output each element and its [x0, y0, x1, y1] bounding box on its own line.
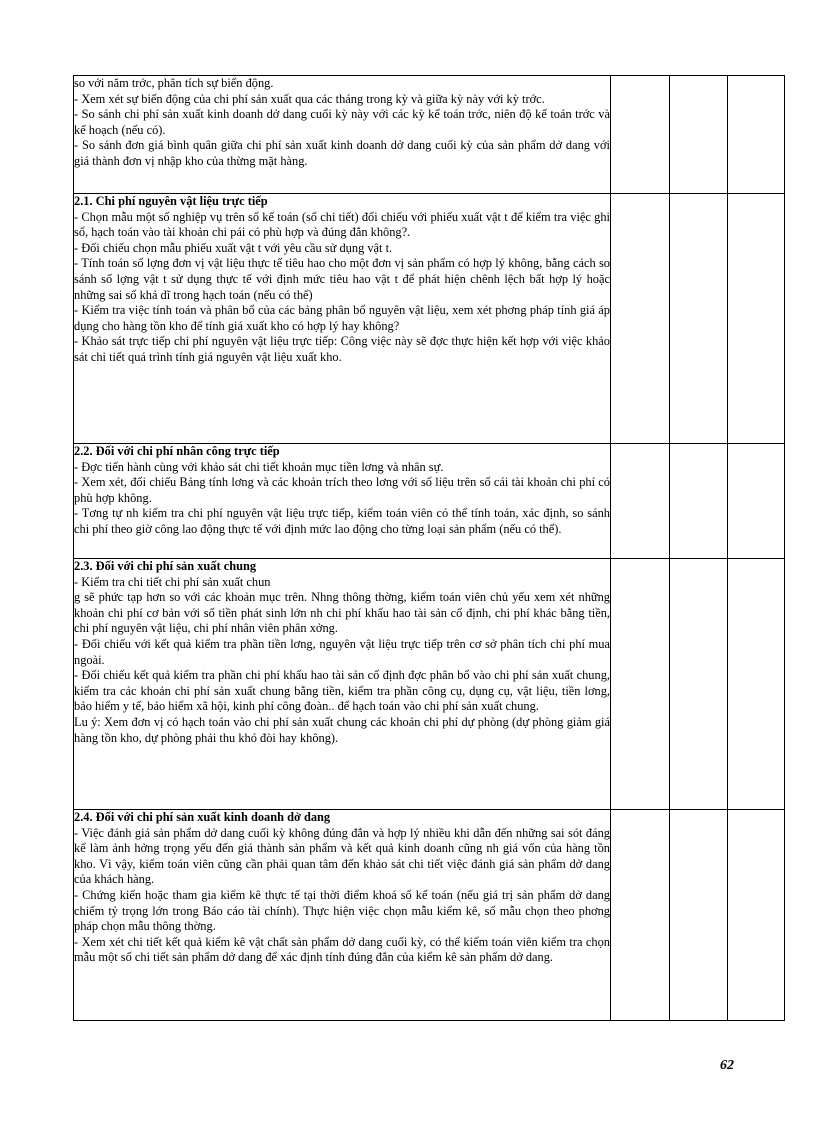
list-item: - Đối chiếu chọn mẫu phiếu xuất vật t với yêu cầu sử dụng vật t. [74, 240, 393, 255]
row-content [74, 810, 611, 1021]
list-item: - Chứng kiến hoặc tham gia kiểm kê thực tế tại thời điểm khoá sổ kế toán (nếu giá trị sản phẩm dở dang chiếm tỷ trọng lớn trong Báo cáo tài chính). Thực hiện việc chọn mẫu kiểm kê, số mẫu chọn theo phơng pháp chọn mẫu thông thờng. [74, 887, 610, 934]
row-content [74, 194, 611, 444]
list-item: so với năm trớc, phân tích sự biến động. [74, 76, 274, 90]
empty-cell [728, 444, 785, 559]
empty-cell [728, 559, 785, 810]
row-content [74, 444, 611, 559]
section-title: 2.1. Chi phí nguyên vật liệu trực tiếp [74, 194, 268, 208]
list-item: - Kiểm tra việc tính toán và phân bổ của các bảng phân bổ nguyên vật liệu, xem xét phơng pháp tính giá áp dụng cho hàng tồn kho để tính giá xuất kho có hợp lý hay không? [74, 303, 610, 333]
empty-cell [611, 559, 670, 810]
row-content [74, 559, 611, 810]
list-item: - Xem xét, đối chiếu Bảng tính lơng và các khoản trích theo lơng với sổ liệu trên sổ cái tài khoản chi phí có phù hợp không. [74, 475, 610, 505]
list-item: - Xem xét sự biến động của chi phí sản xuất qua các tháng trong kỳ và giữa kỳ này với kỳ trớc. [74, 91, 545, 106]
empty-cell [670, 559, 728, 810]
procedures-table [73, 75, 785, 1021]
list-item: - So sánh đơn giá bình quân giữa chi phí sản xuất kinh doanh dở dang cuối kỳ của sản phẩm dở dang với giá thành đơn vị nhập kho của thừng mặt hàng. [74, 138, 610, 168]
empty-cell [728, 194, 785, 444]
list-item: - So sánh chi phí sản xuất kinh doanh dở dang cuối kỳ này với các kỳ kế toán trớc, niên độ kế toán trớc và kế hoạch (nếu có). [74, 107, 610, 137]
list-item: - Đợc tiến hành cùng với khảo sát chi tiết khoản mục tiền lơng và nhân sự. [74, 459, 444, 474]
list-item: - Đối chiếu với kết quả kiểm tra phần tiền lơng, nguyên vật liệu trực tiếp trên cơ sở phân tích chi phí mua ngoài. [74, 636, 610, 667]
empty-cell [611, 76, 670, 194]
empty-cell [670, 810, 728, 1021]
empty-cell [670, 76, 728, 194]
empty-cell [670, 194, 728, 444]
list-item: Lu ý: Xem đơn vị có hạch toán vào chi phí sản xuất chung các khoản chi phí dự phòng (dự phòng giảm giá hàng tồn kho, dự phòng phải thu khó đòi hay không). [74, 714, 610, 745]
page-number: 62 [720, 1058, 734, 1073]
list-item: - Chọn mẫu một số nghiệp vụ trên sổ kế toán (sổ chi tiết) đối chiếu với phiếu xuất vật t để kiểm tra việc ghi sổ, hạch toán vào tài khoản chi pái có phù hợp và đúng đắn không?. [74, 209, 610, 240]
empty-cell [611, 810, 670, 1021]
list-item: g sẽ phức tạp hơn so với các khoản mục trên. Nhng thông thờng, kiểm toán viên chủ yếu xem xét những khoản chi phí cơ bản với số tiền phát sinh lớn nh chi phí khấu hao tài sản cố định, chi phí khác bằng tiền, chi phí nguyên vật liệu, chi phí nhân viên phân xởng. [74, 590, 610, 636]
list-item: - Đối chiếu kết quả kiểm tra phần chi phí khấu hao tài sản cố định đợc phân bổ vào chi phí sản xuất chung, kiểm tra các khoản chi phí sản xuất chung bằng tiền, kiểm tra phần công cụ, dụng cụ, vật liệu, tiền lơng, bảo hiểm y tế, bảo hiểm xã hội, kinh phí công đoàn.. để hạch toán vào chi phí sản xuất chung. [74, 668, 610, 714]
empty-cell [611, 444, 670, 559]
empty-cell [728, 76, 785, 194]
section-title: 2.2. Đối với chi phí nhân công trực tiếp [74, 444, 280, 458]
list-item: - Việc đánh giá sản phẩm dở dang cuối kỳ không đúng đắn và hợp lý nhiều khi dẫn đến những sai sót đáng kể làm ảnh hởng trọng yếu đến giá thành sản phẩm và kết quả kinh doanh cũng nh giá vốn của hàng tồn kho. Vì vậy, kiểm toán viên cũng cần phải quan tâm đến khảo sát chi tiết việc đánh giá sản phẩm dở dang của khách hàng. [74, 825, 610, 887]
empty-cell [611, 194, 670, 444]
list-item: - Tơng tự nh kiểm tra chi phí nguyên vật liệu trực tiếp, kiểm toán viên có thể tính toán, xác định, so sánh chi phí theo giờ công lao động thực tế với định mức lao động cho từng loại sản phẩm (nếu có thể). [74, 506, 610, 536]
table-row [74, 810, 785, 1021]
list-item: - Tính toán số lợng đơn vị vật liệu thực tế tiêu hao cho một đơn vị sản phẩm có hợp lý không, bằng cách so sánh số lợng vật t sử dụng thực tế với định mức tiêu hao vật t để phát hiện chênh lệch bất hợp lý hoặc những sai số khả dĩ trong hạch toán (nếu có thể) [74, 256, 610, 302]
table-row [74, 444, 785, 559]
list-item: - Kiểm tra chi tiết chi phí sản xuất chun [74, 574, 271, 589]
section-title: 2.4. Đối với chi phí sản xuất kinh doanh dở dang [74, 810, 331, 824]
list-item: - Xem xét chi tiết kết quả kiểm kê vật chất sản phẩm dở dang cuối kỳ, có thể kiểm toán viên kiểm tra chọn mẫu một số chi tiết sản phẩm dở dang để xác định tính đúng đắn của kiểm kê sản phẩm dở dang. [74, 934, 610, 965]
empty-cell [728, 810, 785, 1021]
table-row [74, 194, 785, 444]
list-item: - Khảo sát trực tiếp chi phí nguyên vật liệu trực tiếp: Công việc này sẽ đợc thực hiện kết hợp với việc khảo sát chi tiết quá trình tính giá nguyên vật liệu xuất kho. [74, 334, 610, 364]
table-row [74, 559, 785, 810]
row-content [74, 76, 611, 194]
table-row [74, 76, 785, 194]
section-title: 2.3. Đối với chi phí sản xuất chung [74, 559, 257, 573]
empty-cell [670, 444, 728, 559]
